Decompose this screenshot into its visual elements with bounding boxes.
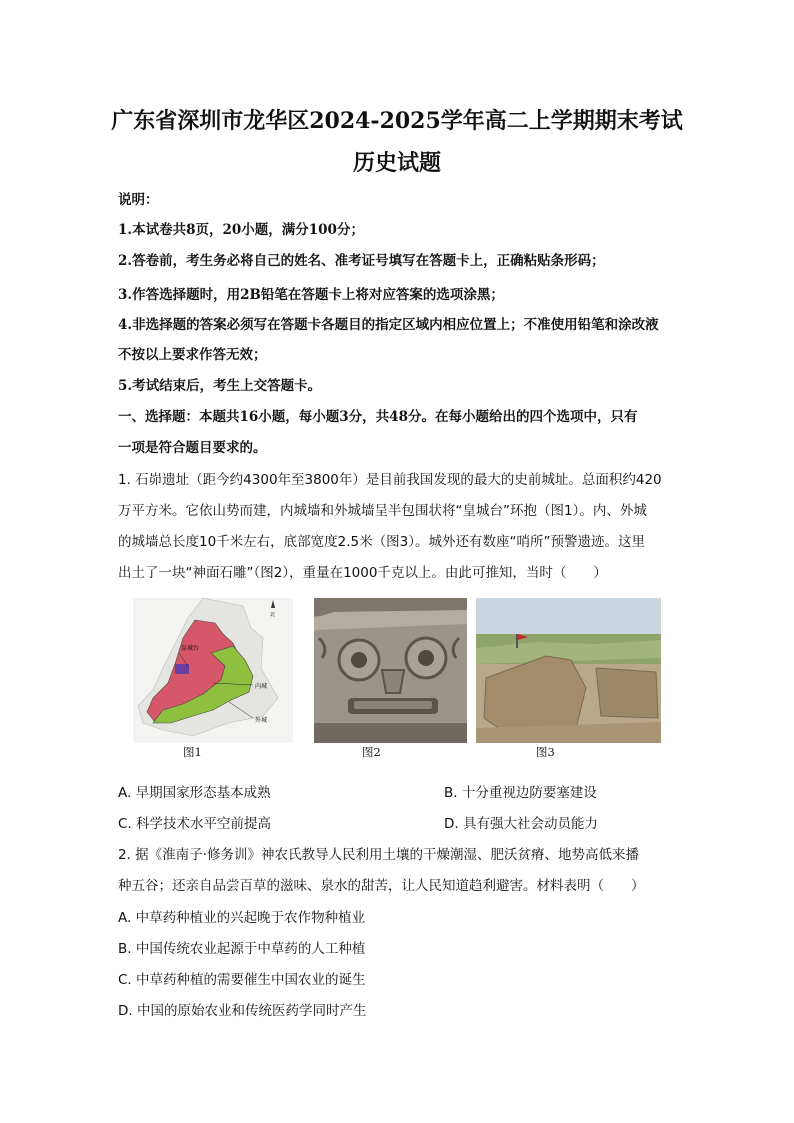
figure1-caption: 图1	[183, 745, 202, 759]
section-heading: 一、选择题：本题共16小题，每小题3分，共48分。在每小题给出的四个选项中，只有	[118, 409, 638, 425]
q2-option-c: C. 中草药种植的需要催生中国农业的诞生	[118, 972, 366, 988]
site-map-figure	[133, 598, 293, 743]
inner-wall-label: 内城	[255, 683, 268, 690]
q1-option-a: A. 早期国家形态基本成熟	[118, 785, 271, 801]
instruction-item: 5.考试结束后，考生上交答题卡。	[118, 378, 322, 394]
outer-wall-label: 外城	[255, 717, 268, 724]
q1-stem: 的城墙总长度10千米左右，底部宽度2.5米（图3）。城外还有数座“哨所”预警遗迹。这里	[118, 534, 645, 550]
stone-carving-photo	[314, 598, 467, 743]
q2-stem: 种五谷；还亲自品尝百草的滋味、泉水的甜苦，让人民知道趋利避害。材料表明（ ）	[118, 878, 645, 894]
city-wall-ruins-photo	[476, 598, 661, 743]
instructions-heading: 说明：	[118, 192, 159, 208]
figure2-caption: 图2	[362, 745, 381, 759]
q1-stem: 万平方米。它依山势而建，内城墙和外城墙呈半包围状将“皇城台”环抱（图1）。内、外城	[118, 503, 647, 519]
exam-subject: 历史试题	[352, 150, 441, 176]
q1-option-d: D. 具有强大社会动员能力	[444, 816, 598, 832]
instruction-item: 不按以上要求作答无效；	[118, 347, 267, 363]
instruction-item: 4.非选择题的答案必须写在答题卡各题目的指定区域内相应位置上；不准使用铅笔和涂改液	[118, 317, 659, 333]
q1-option-b: B. 十分重视边防要塞建设	[444, 785, 597, 801]
q1-option-c: C. 科学技术水平空前提高	[118, 816, 272, 832]
figure3-caption: 图3	[536, 745, 555, 759]
palace-label: 皇城台	[181, 645, 200, 652]
q2-option-a: A. 中草药种植业的兴起晚于农作物种植业	[118, 910, 366, 926]
q2-option-d: D. 中国的原始农业和传统医药学同时产生	[118, 1003, 367, 1019]
q1-stem: 1. 石峁遗址（距今约4300年至3800年）是目前我国发现的最大的史前城址。总面积约420	[118, 472, 662, 488]
exam-title: 广东省深圳市龙华区2024-2025学年高二上学期期末考试	[111, 108, 683, 134]
instruction-item: 1.本试卷共8页，20小题，满分100分；	[118, 222, 364, 238]
instruction-item: 3.作答选择题时，用2B铅笔在答题卡上将对应答案的选项涂黑；	[118, 287, 504, 303]
q2-option-b: B. 中国传统农业起源于中草药的人工种植	[118, 941, 366, 957]
q1-stem: 出土了一块“神面石雕”（图2），重量在1000千克以上。由此可推知，当时（ ）	[118, 565, 607, 581]
q2-stem: 2. 据《淮南子·修务训》神农氏教导人民利用土壤的干燥潮湿、肥沃贫瘠、地势高低来播	[118, 847, 639, 863]
section-heading-cont: 一项是符合题目要求的。	[118, 440, 267, 456]
north-label: 北	[270, 612, 276, 618]
instruction-item: 2.答卷前，考生务必将自己的姓名、准考证号填写在答题卡上，正确粘贴条形码；	[118, 253, 605, 269]
